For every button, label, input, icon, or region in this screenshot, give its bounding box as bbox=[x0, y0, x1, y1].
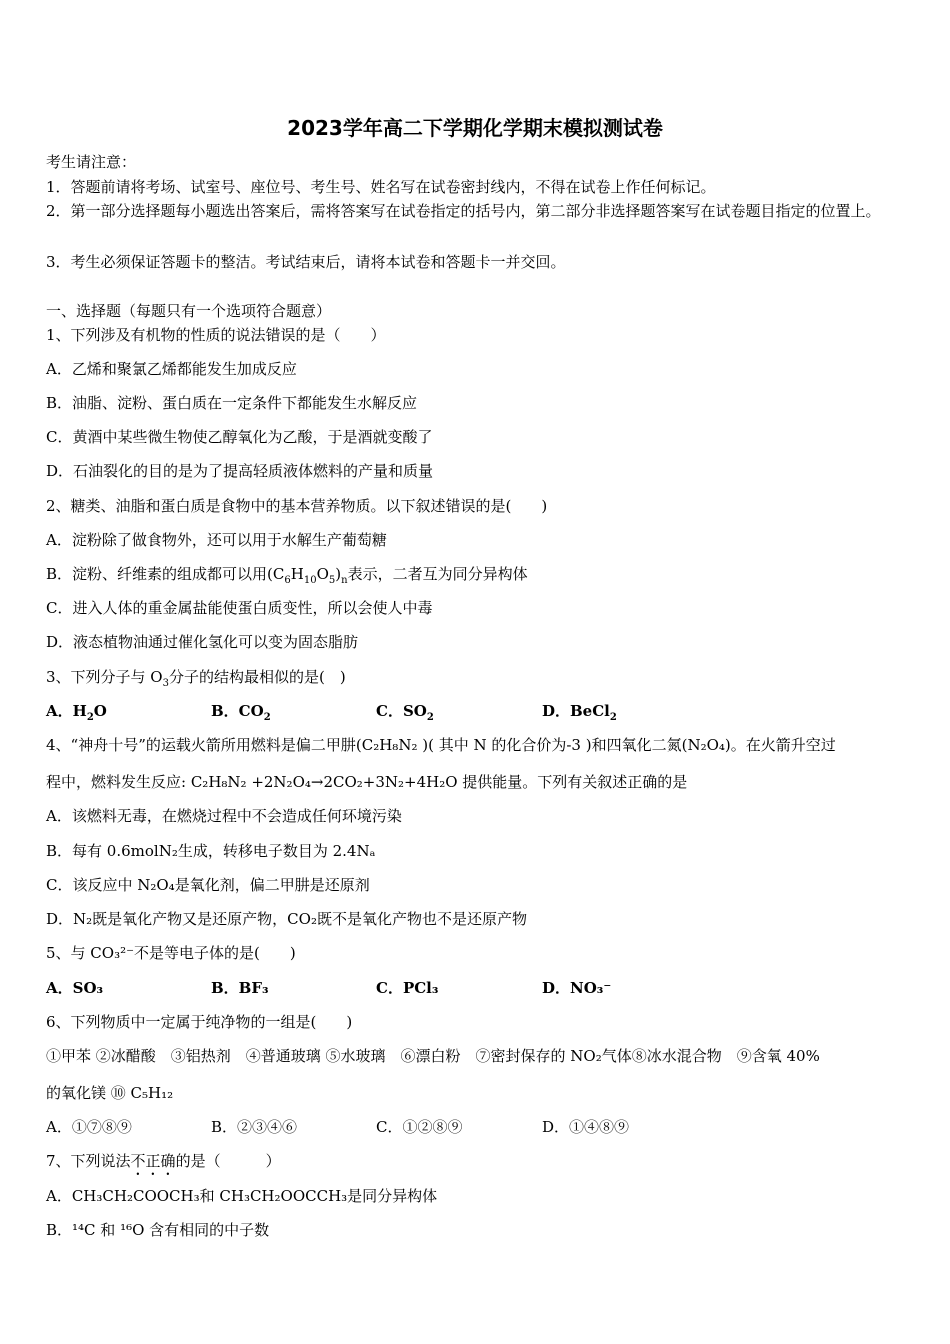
q1-option-b: B．油脂、淀粉、蛋白质在一定条件下都能发生水解反应 bbox=[46, 394, 418, 412]
q6-items-line-1: ①甲苯 ②冰醋酸 ③铝热剂 ④普通玻璃 ⑤水玻璃 ⑥漂白粉 ⑦密封保存的 NO₂气体⑧冰水混合物 ⑨含氧 40% bbox=[46, 1047, 820, 1065]
q7-stem-emphasis: 不正确 bbox=[130, 1152, 176, 1170]
q3-option-d: D．BeCl$_2$ bbox=[542, 702, 617, 723]
q1-stem: 1、下列涉及有机物的性质的说法错误的是（ ） bbox=[46, 326, 386, 344]
q4-option-d: D．N₂既是氧化产物又是还原产物，CO₂既不是氧化产物也不是还原产物 bbox=[46, 910, 527, 928]
notice-item-1: 1．答题前请将考场、试室号、座位号、考生号、姓名写在试卷密封线内，不得在试卷上作任何标记。 bbox=[46, 178, 716, 196]
section-heading: 一、选择题（每题只有一个选项符合题意） bbox=[46, 302, 332, 320]
q6-items-line-2: 的氧化镁 ⑩ C₅H₁₂ bbox=[46, 1084, 174, 1102]
notice-item-2: 2．第一部分选择题每小题选出答案后，需将答案写在试卷指定的括号内，第二部分非选择题答案写在试卷题目指定的位置上。 bbox=[46, 202, 881, 220]
q5-option-b: B．BF₃ bbox=[211, 979, 269, 997]
q5-option-d: D．NO₃⁻ bbox=[542, 979, 612, 997]
q1-option-a: A．乙烯和聚氯乙烯都能发生加成反应 bbox=[46, 360, 297, 378]
notice-heading: 考生请注意： bbox=[46, 153, 137, 171]
q2-option-d: D．液态植物油通过催化氢化可以变为固态脂肪 bbox=[46, 633, 359, 651]
q5-option-a: A．SO₃ bbox=[46, 979, 104, 997]
q6-option-c: C．①②⑧⑨ bbox=[376, 1118, 463, 1136]
q5-option-c: C．PCl₃ bbox=[376, 979, 439, 997]
q7-stem-pre: 7、下列说法 bbox=[46, 1152, 131, 1170]
q7-option-b: B．¹⁴C 和 ¹⁶O 含有相同的中子数 bbox=[46, 1221, 270, 1239]
q2-option-b-pre: B．淀粉、纤维素的组成都可以用(C bbox=[46, 565, 285, 583]
q2-option-a: A．淀粉除了做食物外，还可以用于水解生产葡萄糖 bbox=[46, 531, 387, 549]
q2-option-c: C．进入人体的重金属盐能使蛋白质变性，所以会使人中毒 bbox=[46, 599, 433, 617]
q6-stem: 6、下列物质中一定属于纯净物的一组是( ) bbox=[46, 1013, 353, 1031]
q4-stem-line-2: 程中，燃料发生反应: C₂H₈N₂ +2N₂O₄→2CO₂+3N₂+4H₂O 提供能量。下列有关叙述正确的是 bbox=[46, 773, 688, 791]
q1-option-c: C．黄酒中某些微生物使乙醇氧化为乙酸，于是酒就变酸了 bbox=[46, 428, 433, 446]
q7-stem bbox=[46, 1151, 281, 1179]
q4-option-c: C．该反应中 N₂O₄是氧化剂，偏二甲肼是还原剂 bbox=[46, 876, 370, 894]
q4-option-a: A．该燃料无毒，在燃烧过程中不会造成任何环境污染 bbox=[46, 807, 402, 825]
notice-item-3: 3．考生必须保证答题卡的整洁。考试结束后，请将本试卷和答题卡一并交回。 bbox=[46, 253, 566, 271]
q6-option-b: B．②③④⑥ bbox=[211, 1118, 298, 1136]
q2-stem: 2、糖类、油脂和蛋白质是食物中的基本营养物质。以下叙述错误的是( ) bbox=[46, 497, 548, 515]
q3-option-b: B．$CO_2$ bbox=[211, 702, 271, 723]
q7-option-a: A．CH₃CH₂COOCH₃和 CH₃CH₂OOCCH₃是同分异构体 bbox=[46, 1187, 438, 1205]
q3-stem-post: 分子的结构最相似的是( ) bbox=[169, 668, 346, 686]
q6-option-a: A．①⑦⑧⑨ bbox=[46, 1118, 132, 1136]
q2-option-b: B．淀粉、纤维素的组成都可以用$(C_6H_{10}O_5)_n$表示，二者互为同分异构体 bbox=[46, 565, 528, 586]
q1-option-d: D．石油裂化的目的是为了提高轻质液体燃料的产量和质量 bbox=[46, 462, 434, 480]
q3-stem: 3、下列分子与 $O_3$分子的结构最相似的是( ) bbox=[46, 668, 346, 689]
q4-option-b: B．每有 0.6molN₂生成，转移电子数目为 2.4Nₐ bbox=[46, 842, 376, 860]
q3-stem-pre: 3、下列分子与 O bbox=[46, 668, 163, 686]
q6-option-d: D．①④⑧⑨ bbox=[542, 1118, 630, 1136]
exam-title: 2023学年高二下学期化学期末模拟测试卷 bbox=[287, 116, 663, 140]
q7-stem-post: 的是（ ） bbox=[175, 1152, 281, 1170]
q5-stem: 5、与 CO₃²⁻不是等电子体的是( ) bbox=[46, 944, 296, 962]
q3-option-c: C．$SO_2$ bbox=[376, 702, 434, 723]
q4-stem-line-1: 4、“神舟十号”的运载火箭所用燃料是偏二甲肼(C₂H₈N₂ )( 其中 N 的化合价为-3 )和四氧化二氮(N₂O₄)。在火箭升空过 bbox=[46, 736, 836, 754]
q3-option-a: A．$H_2O$ bbox=[46, 702, 107, 723]
q2-option-b-post: 表示，二者互为同分异构体 bbox=[347, 565, 528, 583]
